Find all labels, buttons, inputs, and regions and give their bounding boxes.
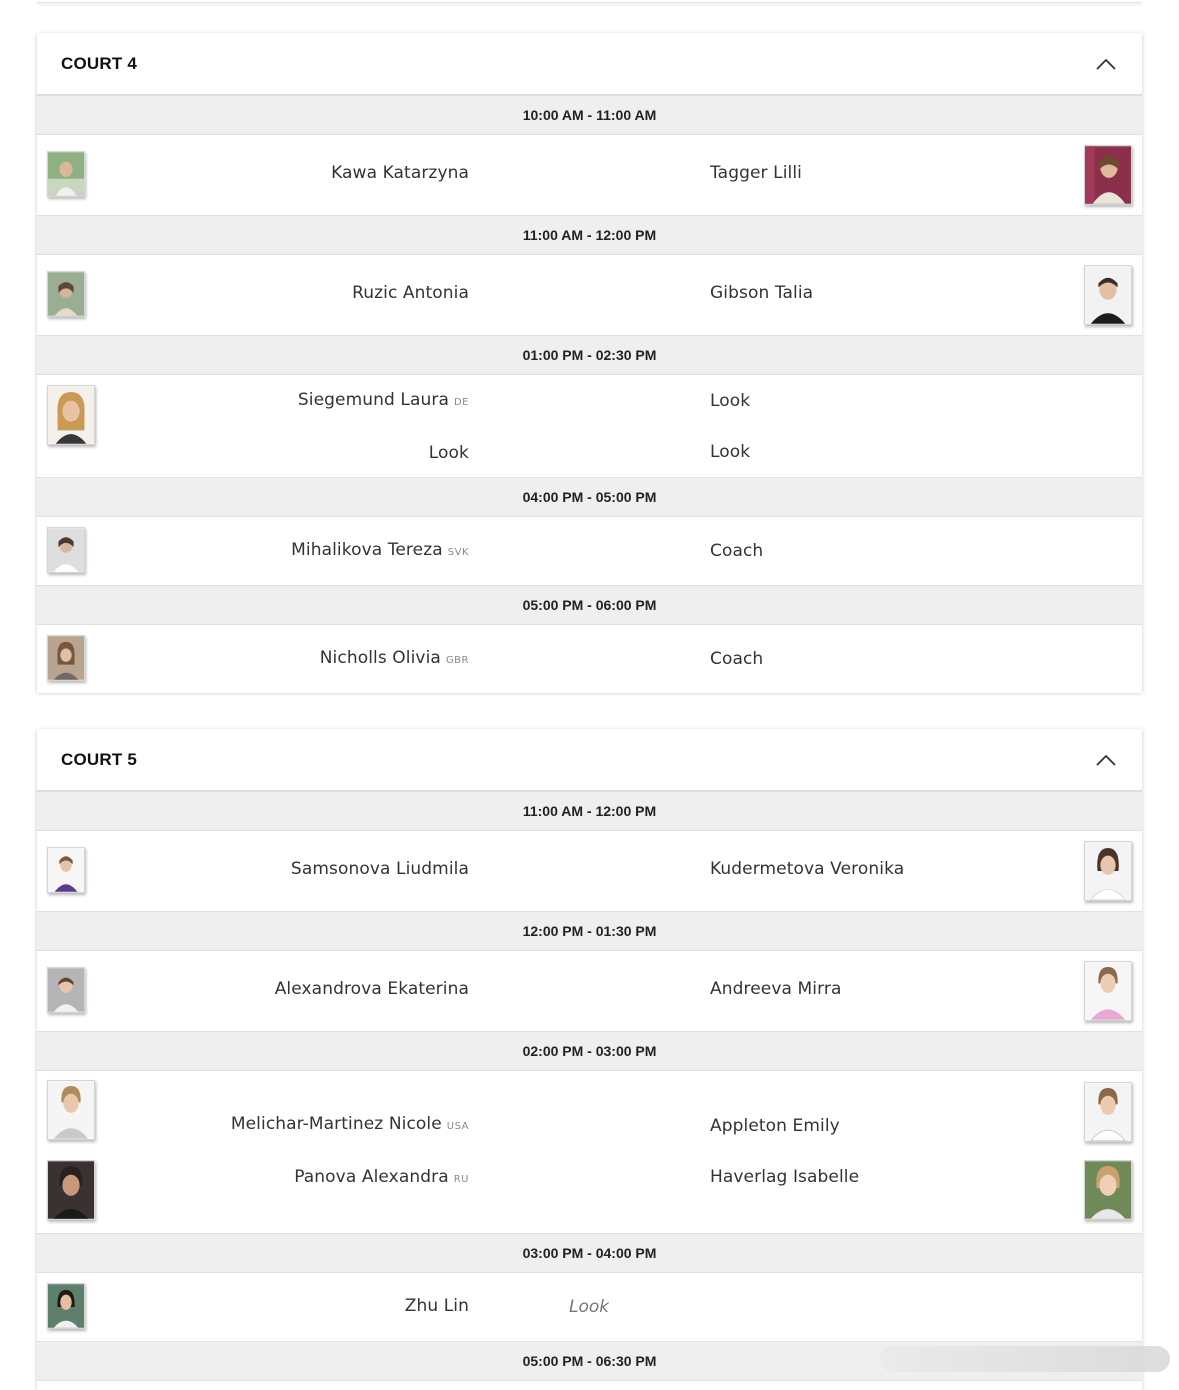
player-right-name[interactable]: Gibson Talia [710, 283, 814, 303]
match-row [37, 135, 1142, 215]
court-title: COURT 4 [61, 53, 138, 73]
time-slot-label: 03:00 PM - 04:00 PM [522, 1245, 657, 1261]
time-slot-header [37, 95, 1142, 135]
player-avatar[interactable] [47, 967, 85, 1013]
player-center-name[interactable]: Look [569, 1297, 610, 1317]
player-avatar[interactable] [1084, 1082, 1132, 1142]
match-row [37, 951, 1142, 1031]
player-left-name[interactable]: Alexandrova Ekaterina [274, 979, 469, 999]
match-row-doubles [37, 375, 1142, 477]
player-avatar[interactable] [47, 1160, 95, 1220]
country-code: SVK [447, 547, 469, 558]
player-right-name[interactable]: Look [710, 391, 751, 411]
time-slot-header [37, 585, 1142, 625]
player-left-name[interactable] [231, 1114, 469, 1134]
player-avatar[interactable] [47, 151, 85, 197]
player-name: Melichar-Martinez Nicole [230, 1114, 442, 1134]
time-slot-label: 04:00 PM - 05:00 PM [522, 489, 657, 505]
player-avatar[interactable] [47, 1283, 85, 1329]
player-left-name[interactable] [294, 1167, 469, 1187]
player-right-name[interactable]: Kudermetova Veronika [710, 859, 905, 879]
court-card-4 [37, 33, 1142, 692]
previous-court-card-edge [37, 0, 1142, 3]
player-left-name[interactable]: Look [428, 443, 469, 463]
player-avatar[interactable] [1084, 841, 1132, 901]
court-card-5 [37, 729, 1142, 1390]
player-right-name[interactable]: Tagger Lilli [710, 163, 802, 183]
chevron-up-icon[interactable] [1095, 753, 1117, 767]
player-left-name[interactable] [320, 648, 469, 668]
player-left-name[interactable]: Ruzic Antonia [352, 283, 469, 303]
country-code: RU [453, 1174, 469, 1185]
time-slot-header [37, 791, 1142, 831]
time-slot-header [37, 215, 1142, 255]
player-avatar[interactable] [1084, 265, 1132, 325]
time-slot-label: 05:00 PM - 06:00 PM [522, 597, 657, 613]
time-slot-label: 02:00 PM - 03:00 PM [522, 1043, 657, 1059]
time-slot-header [37, 911, 1142, 951]
country-code: USA [446, 1121, 469, 1132]
match-row-doubles [37, 1071, 1142, 1233]
time-slot-label: 10:00 AM - 11:00 AM [522, 107, 657, 123]
player-right-name[interactable]: Coach [710, 649, 764, 669]
country-code: GBR [445, 655, 469, 666]
player-avatar[interactable] [47, 527, 85, 573]
time-slot-header [37, 1031, 1142, 1071]
match-row [37, 255, 1142, 335]
player-right-name[interactable]: Look [710, 442, 751, 462]
time-slot-header [37, 477, 1142, 517]
time-slot-label: 11:00 AM - 12:00 PM [522, 803, 657, 819]
court-header[interactable] [37, 729, 1142, 791]
player-left-name[interactable]: Zhu Lin [404, 1296, 469, 1316]
player-avatar[interactable] [47, 635, 85, 681]
player-left-name[interactable]: Kawa Katarzyna [331, 163, 469, 183]
player-avatar[interactable] [47, 271, 85, 317]
match-row [37, 831, 1142, 911]
time-slot-header [37, 1233, 1142, 1273]
player-left-name[interactable] [291, 540, 469, 560]
watermark-overlay [880, 1346, 1170, 1372]
court-title: COURT 5 [61, 749, 138, 769]
time-slot-header [37, 335, 1142, 375]
time-slot-label: 12:00 PM - 01:30 PM [522, 923, 657, 939]
player-right-name[interactable]: Andreeva Mirra [710, 979, 842, 999]
player-avatar[interactable] [47, 847, 85, 893]
time-slot-label: 05:00 PM - 06:30 PM [522, 1353, 657, 1369]
time-slot-label: 11:00 AM - 12:00 PM [522, 227, 657, 243]
player-avatar[interactable] [1084, 961, 1132, 1021]
player-name: Mihalikova Tereza [291, 540, 443, 560]
player-left-name[interactable]: Samsonova Liudmila [290, 859, 469, 879]
player-right-name[interactable]: Coach [710, 541, 764, 561]
player-avatar[interactable] [1084, 1160, 1132, 1220]
player-right-name[interactable]: Appleton Emily [710, 1116, 840, 1136]
match-row [37, 625, 1142, 693]
player-name: Nicholls Olivia [319, 648, 441, 668]
time-slot-label: 01:00 PM - 02:30 PM [522, 347, 657, 363]
court-header[interactable] [37, 33, 1142, 95]
country-code: DE [453, 397, 469, 408]
match-row [37, 1381, 1142, 1390]
player-avatar[interactable] [47, 385, 95, 445]
player-right-name[interactable]: Haverlag Isabelle [710, 1167, 860, 1187]
player-avatar[interactable] [1084, 145, 1132, 205]
player-name: Panova Alexandra [294, 1167, 449, 1187]
player-avatar[interactable] [47, 1080, 95, 1140]
player-left-name[interactable] [298, 390, 469, 410]
match-row [37, 517, 1142, 585]
match-row [37, 1273, 1142, 1341]
player-name: Siegemund Laura [297, 390, 449, 410]
chevron-up-icon[interactable] [1095, 57, 1117, 71]
